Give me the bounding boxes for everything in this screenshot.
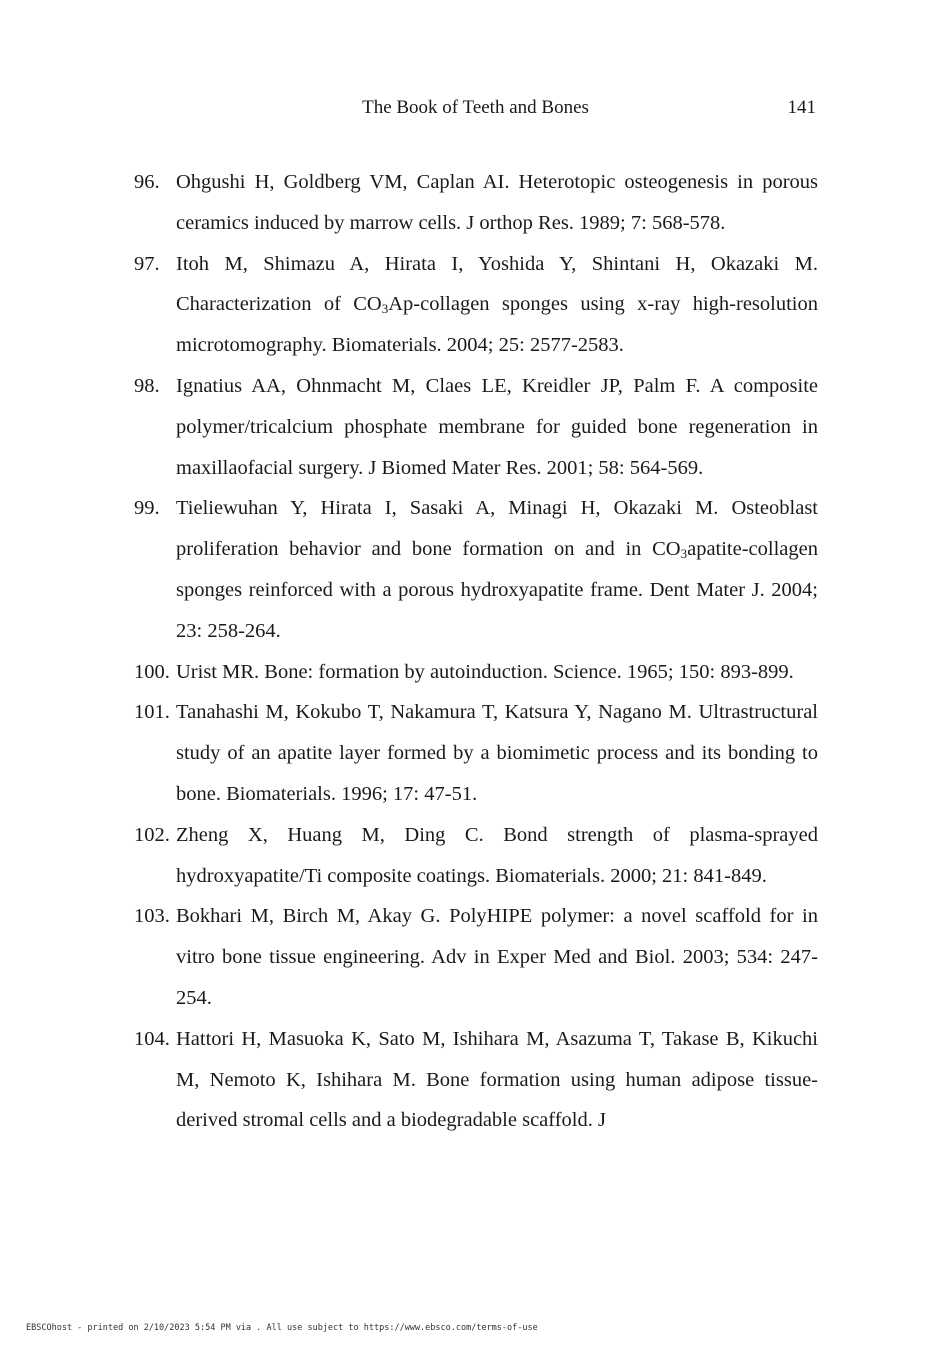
reference-text (176, 497, 818, 641)
reference-text-segment: Zheng X, Huang M, Ding C. Bond strength of plasma-sprayed hydroxyapatite/Ti composite coatings. Biomaterials. 2000; 21: 841-849. (176, 823, 818, 887)
reference-number: 104. (134, 1027, 170, 1050)
reference-text (176, 171, 818, 234)
reference-text (176, 1028, 818, 1132)
reference-text-segment: Ohgushi H, Goldberg VM, Caplan AI. Heterotopic osteogenesis in porous ceramics induced by marrow cells. J orthop Res. 1989; 7: 568-578. (176, 171, 818, 234)
reference-item (134, 244, 818, 366)
reference-text-segment: Bokhari M, Birch M, Akay G. PolyHIPE polymer: a novel scaffold for in vitro bone tissue engineering. Adv in Exper Med and Biol. 2003; 534: 247-254. (176, 905, 818, 1009)
reference-item (134, 366, 818, 488)
reference-number: 100. (134, 660, 170, 683)
reference-item (134, 1019, 818, 1141)
reference-item (134, 692, 818, 814)
reference-item (134, 162, 818, 244)
subscript: 3 (381, 301, 389, 317)
reference-text (176, 253, 818, 357)
reference-text-segment: Tanahashi M, Kokubo T, Nakamura T, Katsura Y, Nagano M. Ultrastructural study of an apatite layer formed by a biomimetic process and its bonding to bone. Biomaterials. 1996; 17: 47-51. (176, 701, 818, 805)
reference-number: 103. (134, 905, 170, 928)
reference-item (134, 896, 818, 1018)
reference-text (176, 701, 818, 805)
reference-text-segment: Tieliewuhan Y, Hirata I, Sasaki A, Minagi H, Okazaki M. Osteoblast proliferation behavior and bone formation on and in CO (176, 497, 818, 561)
running-title: The Book of Teeth and Bones (362, 97, 589, 118)
running-header (0, 97, 951, 123)
reference-text (176, 824, 818, 887)
reference-number: 102. (134, 823, 170, 846)
reference-number: 97. (134, 252, 160, 275)
reference-list (134, 162, 818, 1141)
subscript: 3 (680, 546, 688, 562)
reference-item (134, 488, 818, 651)
reference-item (134, 652, 818, 693)
reference-text (176, 905, 818, 1009)
page-number: 141 (787, 97, 816, 118)
reference-text-segment: Ap-collagen sponges using x-ray high-resolution microtomography. Biomaterials. 2004; 25: 2577-2583. (176, 293, 818, 357)
reference-number: 96. (134, 171, 160, 193)
reference-item (134, 815, 818, 897)
reference-number: 98. (134, 374, 160, 397)
reference-text-segment: apatite-collagen sponges reinforced with a porous hydroxyapatite frame. Dent Mater J. 2004; 23: 258-264. (176, 538, 818, 642)
reference-text-segment: Itoh M, Shimazu A, Hirata I, Yoshida Y, Shintani H, Okazaki M. Characterization of CO (176, 252, 818, 316)
reference-text-segment: Urist MR. Bone: formation by autoinduction. Science. 1965; 150: 893-899. (176, 660, 794, 683)
reference-number: 101. (134, 701, 170, 724)
reference-text-segment: Ignatius AA, Ohnmacht M, Claes LE, Kreidler JP, Palm F. A composite polymer/tricalcium phosphate membrane for guided bone regeneration in maxillaofacial surgery. J Biomed Mater Res. 2001; 58: 564-569. (176, 374, 818, 479)
reference-text (176, 375, 818, 479)
reference-number: 99. (134, 497, 160, 520)
print-footer: EBSCOhost - printed on 2/10/2023 5:54 PM via . All use subject to https://www.ebsco.com/terms-of-use (26, 1323, 538, 1333)
reference-text-segment: Hattori H, Masuoka K, Sato M, Ishihara M, Asazuma T, Takase B, Kikuchi M, Nemoto K, Ishihara M. Bone formation using human adipose tissue-derived stromal cells and a biodegradable scaffold. J (176, 1027, 818, 1132)
reference-text (176, 661, 794, 683)
